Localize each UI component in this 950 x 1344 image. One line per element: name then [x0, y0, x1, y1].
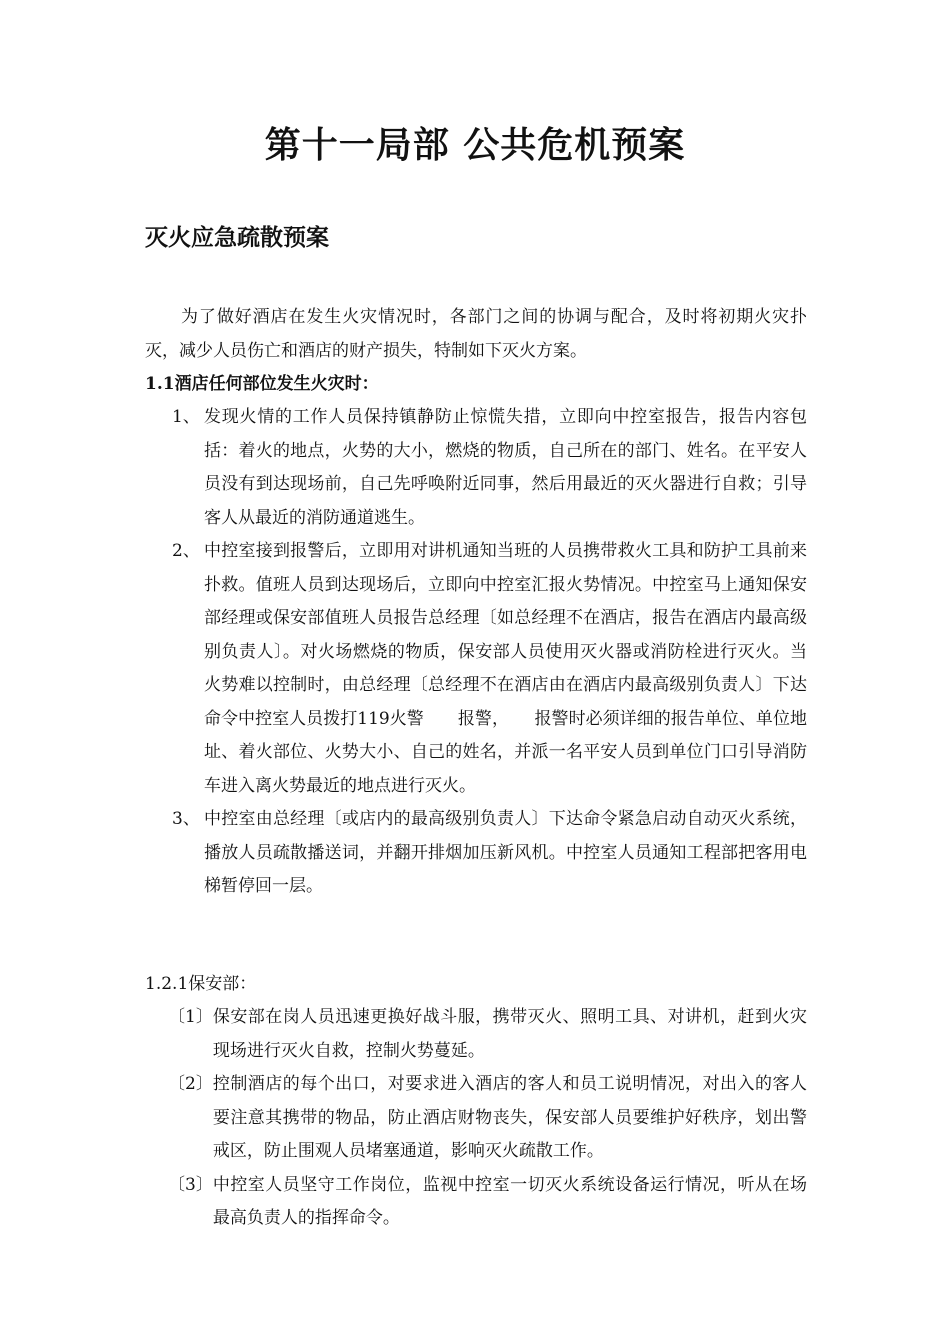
list-item	[168, 1169, 807, 1236]
list-item-number: 〔2〕	[168, 1074, 213, 1094]
list-item-text: 发现火情的工作人员保持镇静防止惊慌失措，立即向中控室报告，报告内容包括：着火的地点，火势的大小，燃烧的物质，自己所在的部门、姓名。在平安人员没有到达现场前，自己先呼唤附近同事，然后用最近的灭火器进行自救；引导客人从最近的消防通道逃生。	[204, 407, 807, 528]
intro-paragraph	[145, 301, 807, 368]
list-item-text: 中控室人员坚守工作岗位，监视中控室一切灭火系统设备运行情况，听从在场最高负责人的指挥命令。	[212, 1174, 807, 1228]
list-item-number: 〔1〕	[168, 1007, 213, 1027]
section-2-heading: 1.2.1保安部：	[145, 974, 257, 994]
list-item-number: 3、	[172, 809, 200, 829]
section-subtitle: 灭火应急疏散预案	[145, 225, 329, 251]
section-2-list	[168, 1001, 807, 1236]
list-item-number: 〔3〕	[168, 1174, 213, 1195]
list-item-number: 1、	[172, 407, 200, 427]
section-1-heading: 1.1酒店任何部位发生火灾时：	[145, 374, 379, 394]
list-item	[172, 401, 807, 535]
page-title: 第十一局部 公共危机预案	[264, 125, 686, 166]
list-item	[168, 1068, 807, 1169]
list-item-number: 2、	[172, 541, 200, 561]
intro-text: 为了做好酒店在发生火灾情况时，各部门之间的协调与配合，及时将初期火灾扑灭，减少人员伤亡和酒店的财产损失，特制如下灭火方案。	[145, 307, 807, 361]
section-1-list	[172, 401, 807, 904]
list-item-text: 保安部在岗人员迅速更换好战斗服，携带灭火、照明工具、对讲机，赶到火灾现场进行灭火自救，控制火势蔓延。	[212, 1007, 807, 1061]
list-item-text: 中控室由总经理〔或店内的最高级别负责人〕下达命令紧急启动自动灭火系统，播放人员疏散播送词，并翻开排烟加压新风机。中控室人员通知工程部把客用电梯暂停回一层。	[204, 809, 807, 896]
list-item	[168, 1001, 807, 1068]
list-item-text: 控制酒店的每个出口，对要求进入酒店的客人和员工说明情况，对出入的客人要注意其携带的物品，防止酒店财物丧失，保安部人员要维护好秩序，划出警戒区，防止围观人员堵塞通道，影响灭火疏散工作。	[212, 1074, 807, 1161]
list-item-text: 中控室接到报警后，立即用对讲机通知当班的人员携带救火工具和防护工具前来扑救。值班人员到达现场后，立即向中控室汇报火势情况。中控室马上通知保安部经理或保安部值班人员报告总经理〔如总经理不在酒店，报告在酒店内最高级别负责人〕。对火场燃烧的物质，保安部人员使用灭火器或消防栓进行灭火。当火势难以控制时，由总经理〔总经理不在酒店由在酒店内最高级别负责人〕下达命令中控室人员拨打119火警 报警， 报警时必须详细的报告单位、单位地址、着火部位、火势大小、自己的姓名，并派一名平安人员到单位门口引导消防车进入离火势最近的地点进行灭火。	[204, 541, 807, 796]
list-item	[172, 535, 807, 803]
list-item	[172, 803, 807, 904]
